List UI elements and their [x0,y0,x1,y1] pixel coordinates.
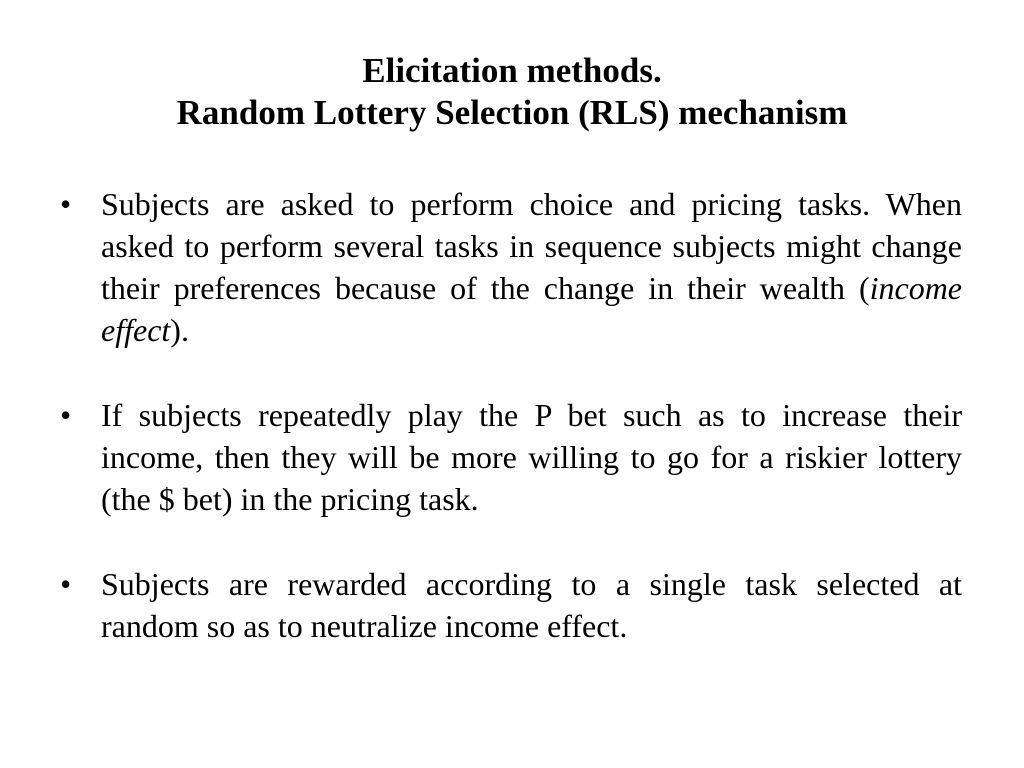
bullet-icon: • [60,186,72,222]
title-line-2: Random Lottery Selection (RLS) mechanism [176,93,848,132]
bullet-item-income-effect [60,183,962,351]
slide-title [0,50,1024,134]
title-line-1: Elicitation methods. [362,51,662,90]
bullet-text-start: Subjects are asked to perform choice and pricing tasks. When asked to perform several tasks in sequence subjects might change their preferences because of the change in their wealth ( [101,186,962,306]
bullet-emphasis: income effect [101,270,962,348]
bullet-item-p-bet [60,394,962,520]
bullet-item-reward [60,563,962,647]
bullet-text-end: ). [170,312,189,348]
bullet-text: Subjects are rewarded according to a single task selected at random so as to neutralize income effect. [101,566,962,644]
bullet-list [60,183,962,647]
bullet-text: If subjects repeatedly play the P bet such as to increase their income, then they will be more willing to go for a riskier lottery (the $ bet) in the pricing task. [101,397,962,517]
bullet-icon: • [60,566,72,602]
bullet-icon: • [60,397,72,433]
